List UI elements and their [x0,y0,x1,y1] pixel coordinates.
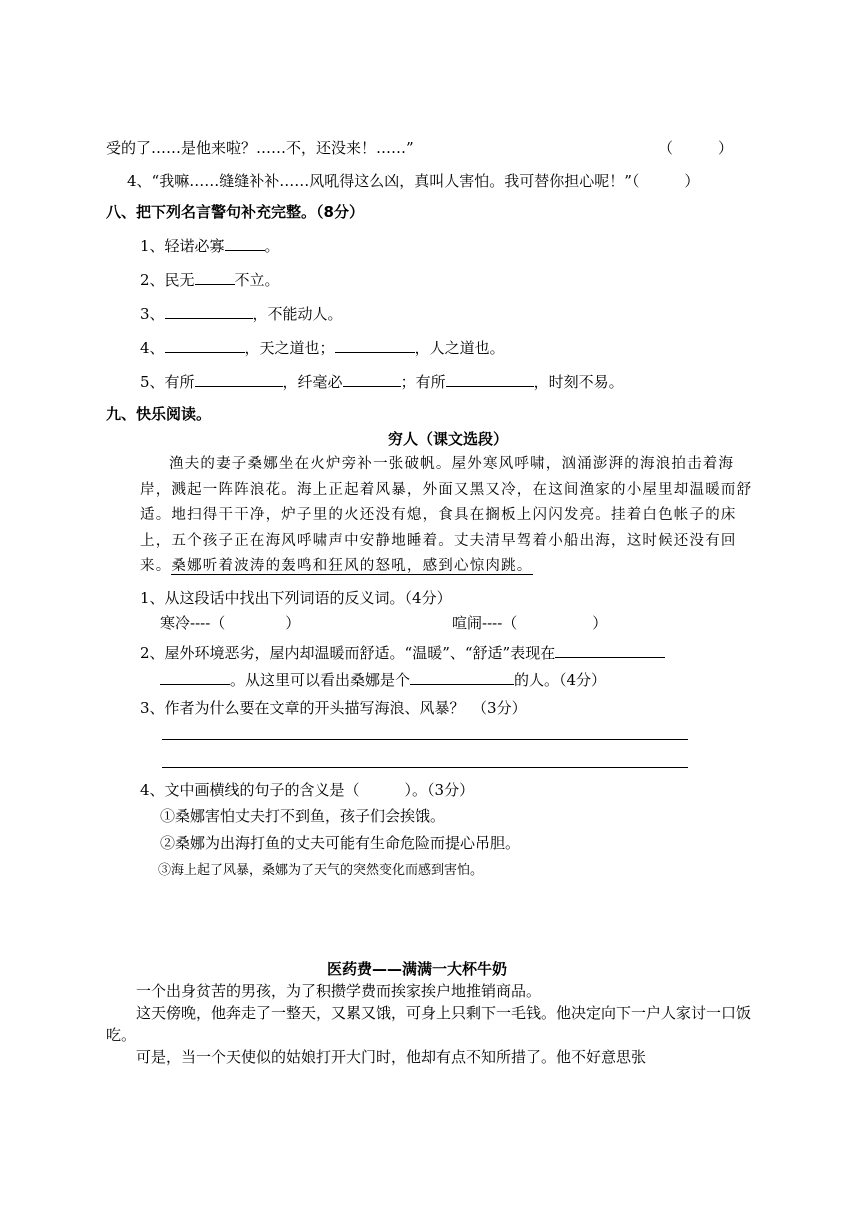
q8-item-5-blank-3[interactable] [446,370,534,387]
q8-item-4-end: ，人之道也。 [414,339,505,357]
q8-item-3 [140,302,343,324]
q8-item-3-blank[interactable] [165,302,253,319]
q9-sub4-option-2[interactable]: ②桑娜为出海打鱼的丈夫可能有生命危险而提心吊胆。 [160,834,521,852]
q9-sub1-antonym-b[interactable]: 喧闹----（ ） [452,614,608,632]
q7-line3-answer-paren[interactable]: （ ） [658,139,734,157]
q8-item-5-end: ，时刻不易。 [533,373,624,391]
q8-item-1-blank[interactable] [225,234,265,251]
q8-item-4-num: 4、 [140,339,165,357]
q8-item-5-blank-1[interactable] [195,370,283,387]
q8-item-5-blank-2[interactable] [343,370,401,387]
passage-title: 穷人（课文选段） [388,430,509,448]
q8-item-3-num: 3、 [140,305,165,323]
q8-item-1-text: 1、轻诺必寡 [140,237,225,255]
q8-item-4-mid: ，天之道也； [244,339,335,357]
q9-sub2-line1 [140,641,665,663]
q9-sub1-antonym-a[interactable]: 寒冷----（ ） [160,614,301,632]
q8-item-2 [140,268,280,290]
q9-sub3-answer-line-2[interactable] [162,767,688,768]
story2-paragraph-2: 这天傍晚，他奔走了一整天，又累又饿，可身上只剩下一毛钱。他决定向下一户人家讨一口饭吃。 [106,1004,752,1044]
passage-underlined-sentence: 桑娜听着波涛的轰鸣和狂风的怒吼，感到心惊肉跳。 [171,558,533,574]
story2-paragraph-3: 可是，当一个天使似的姑娘打开大门时，他却有点不知所措了。他不好意思张 [136,1048,647,1066]
q9-sub2-text-2a: 。从这里可以看出桑娜是个 [230,671,411,689]
q9-sub4: 4、文中画横线的句子的含义是（ ）。（3分） [140,781,475,799]
q8-item-2-end: 不立。 [234,271,280,289]
q8-item-1 [140,234,280,256]
q8-item-4 [140,336,505,358]
q8-item-4-blank-1[interactable] [165,336,245,353]
q9-sub1: 1、从这段话中找出下列词语的反义词。（4分） [140,589,452,607]
q9-sub2-blank-1[interactable] [555,641,665,658]
q9-sub2-text: 2、屋外环境恶劣，屋内却温暖而舒适。“温暖”、“舒适”表现在 [140,644,556,662]
passage-body [140,452,760,580]
q7-line3-text: 受的了……是他来啦？……不，还没来！……” [106,139,414,157]
q8-item-5 [140,370,624,392]
q9-sub3-answer-line-1[interactable] [162,739,688,740]
q9-sub2-line2 [160,668,606,690]
q9-title: 九、快乐阅读。 [106,405,212,423]
q8-item-3-end: ，不能动人。 [252,305,343,323]
passage-main-text: 渔夫的妻子桑娜坐在火炉旁补一张破帆。屋外寒风呼啸，汹涌澎湃的海浪拍击着海岸，溅起一阵阵浪花。海上正起着风暴，外面又黑又冷，在这间渔家的小屋里却温暖而舒适。地扫得干干净，炉子里的火还没有熄，食具在搁板上闪闪发亮。挂着白色帐子的床上，五个孩子正在海风呼啸声中安静地睡着。丈夫清早驾着小船出海，这时候还没有回来。 [140,456,753,574]
q8-item-2-blank[interactable] [195,268,235,285]
q9-sub2-blank-2[interactable] [160,668,230,685]
q9-sub2-text-2b: 的人。（4分） [514,671,607,689]
q8-title: 八、把下列名言警句补充完整。（8分） [106,203,364,221]
story2-title: 医药费——满满一大杯牛奶 [327,960,508,978]
q9-sub2-blank-3[interactable] [410,668,514,685]
q9-sub3: 3、作者为什么要在文章的开头描写海浪、风暴？ （3分） [140,699,527,717]
q8-item-1-end: 。 [264,237,280,255]
q9-sub4-option-3[interactable]: ③海上起了风暴，桑娜为了天气的突然变化而感到害怕。 [158,863,484,878]
q8-item-5-text: 5、有所 [140,373,195,391]
q7-line4-text: 4、“我嘛……缝缝补补……风吼得这么凶，真叫人害怕。我可替你担心呢！”（ ） [127,172,700,190]
story2-body [106,980,766,1068]
q8-item-5-mid1: ，纤毫必 [282,373,343,391]
q8-item-4-blank-2[interactable] [335,336,415,353]
story2-paragraph-1: 一个出身贫苦的男孩，为了积攒学费而挨家挨户地推销商品。 [136,982,542,1000]
q9-sub4-option-1[interactable]: ①桑娜害怕丈夫打不到鱼，孩子们会挨饿。 [160,807,446,825]
q8-item-2-text: 2、民无 [140,271,195,289]
q8-item-5-mid2: ；有所 [400,373,446,391]
